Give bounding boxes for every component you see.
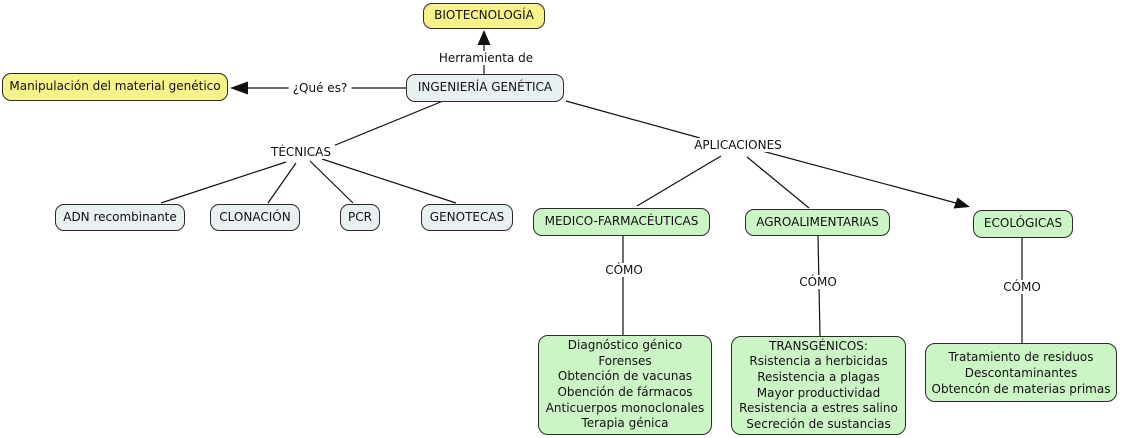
connector-label-como-eco[interactable]: CÓMO (999, 280, 1045, 294)
node-genotecas[interactable] (421, 204, 513, 231)
edge-medico (637, 156, 721, 206)
list-item: Anticuerpos monoclonales (545, 400, 705, 415)
list-item: Secreción de sustancias (746, 416, 891, 431)
node-medico-farmaceuticas[interactable] (533, 208, 710, 236)
node-medico-farmaceuticas-label: MEDICO-FARMACÉUTICAS (544, 214, 699, 229)
connector-label-herramienta[interactable]: Herramienta de (435, 51, 537, 65)
node-eco-detalle[interactable] (925, 343, 1117, 402)
connector-label-tecnicas[interactable]: TÉCNICAS (267, 145, 335, 159)
edge-aplicaciones (566, 101, 700, 138)
connector-label-como-agro[interactable]: CÓMO (795, 275, 841, 289)
arrowhead-eco-icon (954, 198, 971, 209)
edge-clonacion (268, 163, 296, 203)
node-ingenieria-genetica-label: INGENIERÍA GENÉTICA (417, 80, 553, 95)
edge-adn (161, 162, 286, 203)
node-agro-detalle[interactable] (731, 336, 906, 435)
arrowhead-up-icon (478, 30, 491, 45)
list-item: Resistencia a plagas (757, 369, 880, 384)
node-agroalimentarias[interactable] (745, 209, 890, 236)
node-adn-recombinante-label: ADN recombinante (63, 209, 177, 224)
node-agroalimentarias-label: AGROALIMENTARIAS (756, 214, 879, 229)
node-biotecnologia[interactable] (423, 3, 545, 29)
node-pcr[interactable] (340, 204, 380, 231)
arrowhead-left-icon (230, 82, 248, 95)
edge-genotecas (322, 159, 456, 203)
list-item: Tratamiento de residuos (948, 349, 1094, 364)
edge-agro (747, 157, 809, 208)
list-item: Mayor productividad (756, 385, 881, 400)
node-clonacion[interactable] (210, 204, 300, 231)
node-ecologicas-label: ECOLÓGICAS (983, 216, 1063, 231)
list-item: Obtencón de materias primas (931, 381, 1111, 396)
edge-eco (762, 151, 956, 203)
connector-label-aplicaciones[interactable]: APLICACIONES (690, 138, 786, 152)
node-pcr-label: PCR (348, 209, 372, 224)
node-manipulacion[interactable] (2, 73, 228, 101)
list-item: Forenses (598, 353, 652, 368)
node-medico-detalle[interactable] (538, 335, 712, 435)
list-item: Diagnóstico génico (567, 338, 683, 353)
list-item: Obención de fármacos (557, 385, 693, 399)
list-item: Terapia génica (581, 416, 669, 431)
list-item: TRANSGÉNICOS: (769, 338, 868, 353)
list-item: Descontaminantes (964, 365, 1078, 380)
list-item: Resistencia a estres salino (739, 401, 898, 416)
list-item: Rsistencia a herbicidas (749, 354, 888, 369)
list-item: Obtención de vacunas (557, 369, 693, 384)
node-manipulacion-label: Manipulación del material genético (9, 79, 221, 94)
edge-tecnicas (333, 101, 443, 146)
node-ingenieria-genetica[interactable] (406, 74, 564, 102)
node-ecologicas[interactable] (973, 210, 1073, 238)
node-adn-recombinante[interactable] (55, 204, 185, 231)
connector-label-como-medico[interactable]: CÓMO (601, 263, 647, 277)
node-biotecnologia-label: BIOTECNOLOGÍA (434, 8, 534, 23)
connector-label-que-es[interactable]: ¿Qué es? (289, 81, 352, 95)
node-genotecas-label: GENOTECAS (429, 209, 505, 224)
node-clonacion-label: CLONACIÓN (219, 209, 291, 224)
